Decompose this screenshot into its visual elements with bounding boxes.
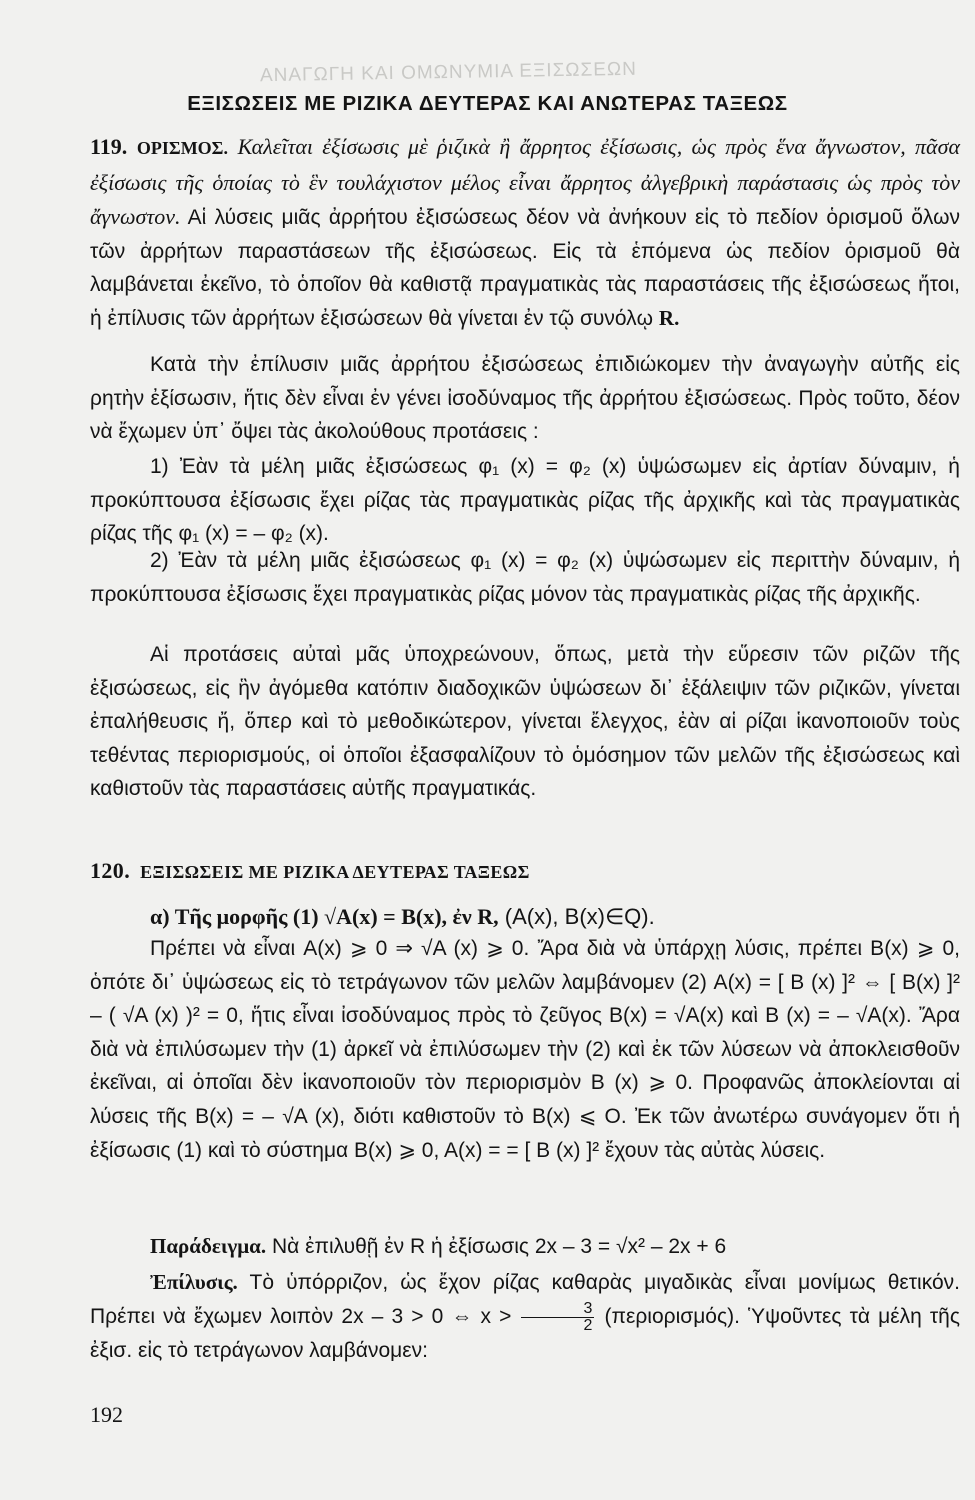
example-equation: Νὰ ἐπιλυθῇ ἐν R ἡ ἐξίσωσις 2x – 3 = √x² – 2x + 6: [271, 1235, 727, 1258]
definition-text: Αἱ λύσεις μιᾶς ἀρρήτου ἐξισώσεως δέον νὰ ἀνήκουν εἰς τὸ πεδίον ὁρισμοῦ ὅλων τῶν ἀρρήτων παραστάσεων τῆς ἐξισώσεως. Εἰς τὰ ἑπόμενα ὡς πεδίον ὁρισμοῦ θὰ λαμβάνεται ἐκεῖνο, τὸ ὁποῖον θὰ καθιστᾷ πραγματικὰς τὰς παραστάσεις τῆς ἐξισώσεως ἤτοι, ἡ ἐπίλυσις τῶν ἀρρήτων ἐξισώσεων θὰ γίνεται ἐν τῷ συνόλῳ: [90, 206, 960, 330]
fraction-denominator: 2: [583, 1316, 593, 1334]
page-header: ΕΞΙΣΩΣΕΙΣ ΜΕ ΡΙΖΙΚΑ ΔΕΥΤΕΡΑΣ ΚΑΙ ΑΝΩΤΕΡΑΣ ΤΑΞΕΩΣ: [187, 92, 788, 115]
verification-paragraph: Αἱ προτάσεις αὐταὶ μᾶς ὑποχρεώνουν, ὅπως, μετὰ τὴν εὕρεσιν τῶν ριζῶν τῆς ἐξισώσεως, εἰς ἣν ἀγόμεθα κατόπιν διαδοχικῶν ὑψώσεων δι᾽ ἐξάλειψιν τῶν ριζικῶν, γίνεται ἐπαλήθευσις ἤ, ὅπερ καὶ τὸ μεθοδικώτερον, γίνεται ἔλεγχος, ἐὰν αἱ ρίζαι ἱκανοποιοῦν τοὺς τεθέντας περιορισμούς, οἱ ὁποῖοι ἐξασφαλίζουν τὸ ὁμόσημον τῶν μελῶν τῆς ἐξισώσεως καὶ καθιστοῦν τὰς παραστάσεις αὐτῆς πραγματικάς.: [90, 643, 960, 801]
solution-text-2: (περιορισμός). Ὑψοῦντες τὰ μέλη τῆς ἐξισ. εἰς τὸ τετράγωνον λαμβάνομεν:: [90, 1304, 960, 1362]
section-number-120: 120.: [90, 858, 131, 883]
subsection-a-condition: (A(x), B(x)∈Q).: [504, 904, 655, 929]
definition-label: ΟΡΙΣΜΟΣ.: [136, 138, 228, 158]
bleed-through-text: ΑΝΑΓΩΓΗ ΚΑΙ ΟΜΩΝΥΜΙΑ ΕΞΙΣΩΣΕΩΝ: [259, 58, 638, 87]
section-number-119: 119.: [90, 134, 128, 159]
section-120-heading: ΕΞΙΣΩΣΕΙΣ ΜΕ ΡΙΖΙΚΑ ΔΕΥΤΕΡΑΣ ΤΑΞΕΩΣ: [140, 862, 530, 882]
subsection-a-form: α) Τῆς μορφῆς (1) √A(x) = B(x), ἐν R,: [150, 904, 499, 929]
solution-label: Ἐπίλυσις.: [150, 1270, 238, 1294]
fraction-numerator: 3: [521, 1301, 594, 1318]
example-label: Παράδειγμα.: [150, 1234, 267, 1258]
page-number: 192: [90, 1402, 123, 1427]
fraction-three-halves: [521, 1301, 594, 1334]
section-120-title: [90, 858, 530, 884]
example-paragraph: [90, 1230, 960, 1264]
reduction-paragraph: Κατὰ τὴν ἐπίλυσιν μιᾶς ἀρρήτου ἐξισώσεως ἐπιδιώκομεν τὴν ἀναγωγὴν αὐτῆς εἰς ρητὴν ἐξίσωσιν, ἥτις δὲν εἶναι ἐν γένει ἰσοδύναμος τῆς ἀρρήτου ἐξισώσεως. Πρὸς τοῦτο, δέον νὰ ἔχωμεν ὑπ᾽ ὄψει τὰς ἀκολούθους προτάσεις :: [90, 353, 960, 444]
definition-italic: Καλεῖται ἐξίσωσις μὲ ῥιζικὰ ἢ ἄρρητος ἐξίσωσις, ὡς πρὸς ἕνα ἄγνωστον, πᾶσα ἐξίσωσις τῆς ὁποίας τὸ ἓν τουλάχιστον μέλος εἶναι ἄρρητος ἀλγεβρικὴ παράστασις ὡς πρὸς τὸν ἄγνωστον.: [90, 134, 960, 230]
solution-paragraph: [90, 1266, 960, 1367]
proposition-2: 2) Ἐὰν τὰ μέλη μιᾶς ἐξισώσεως φ₁ (x) = φ₂ (x) ὑψώσωμεν εἰς περιττὴν δύναμιν, ἡ προκύπτουσα ἐξίσωσις ἔχει πραγματικὰς ρίζας μόνον τὰς πραγματικὰς ρίζας τῆς ἀρχικῆς.: [90, 549, 960, 606]
solution-text-1: Τὸ ὑπόρριζον, ὡς ἔχον ρίζας καθαρὰς μιγαδικὰς εἶναι μονίμως θετικόν. Πρέπει νὰ ἔχωμεν λοιπὸν 2x – 3 > 0 ⇔ x >: [90, 1271, 960, 1328]
subsection-a-body: Πρέπει νὰ εἶναι A(x) ⩾ 0 ⇒ √A (x) ⩾ 0. Ἄρα διὰ νὰ ὑπάρχῃ λύσις, πρέπει B(x) ⩾ 0, ὁπότε δι᾽ ὑψώσεως εἰς τὸ τετράγωνον τῶν μελῶν λαμβάνομεν (2) A(x) = [ B (x) ]² ⇔ [ B(x) ]² – ( √A (x) )² = 0, ἥτις εἶναι ἰσοδύναμος πρὸς τὸ ζεῦγος B(x) = √A(x) καὶ B (x) = – √A(x). Ἄρα διὰ νὰ ἐπιλύσωμεν τὴν (1) ἀρκεῖ νὰ ἐπιλύσωμεν τὴν (2) καὶ ἐκ τῶν λύσεων νὰ ἀποκλεισθοῦν ἐκεῖναι, αἱ ὁποῖαι δὲν ἱκανοποιοῦν τὸν περιορισμὸν B (x) ⩾ 0. Προφανῶς ἀποκλείονται αἱ λύσεις τῆς B(x) = – √A (x), διότι καθιστοῦν τὸ B(x) ⩽ O. Ἐκ τῶν ἀνωτέρω συνάγομεν ὅτι ἡ ἐξίσωσις (1) καὶ τὸ σύστημα B(x) ⩾ 0, A(x) = = [ B (x) ]² ἔχουν τὰς αὐτὰς λύσεις.: [90, 937, 960, 1162]
subsection-a-heading: [150, 904, 655, 930]
set-symbol: R.: [658, 305, 680, 330]
proposition-1: 1) Ἐὰν τὰ μέλη μιᾶς ἐξισώσεως φ₁ (x) = φ₂ (x) ὑψώσωμεν εἰς ἀρτίαν δύναμιν, ἡ προκύπτουσα ἐξίσωσις ἔχει ρίζας τὰς πραγματικὰς ρίζας τῆς ἀρχικῆς καὶ τὰς πραγματικὰς ρίζας τῆς φ₁ (x) = – φ₂ (x).: [90, 455, 960, 546]
definition-paragraph: [90, 130, 960, 336]
